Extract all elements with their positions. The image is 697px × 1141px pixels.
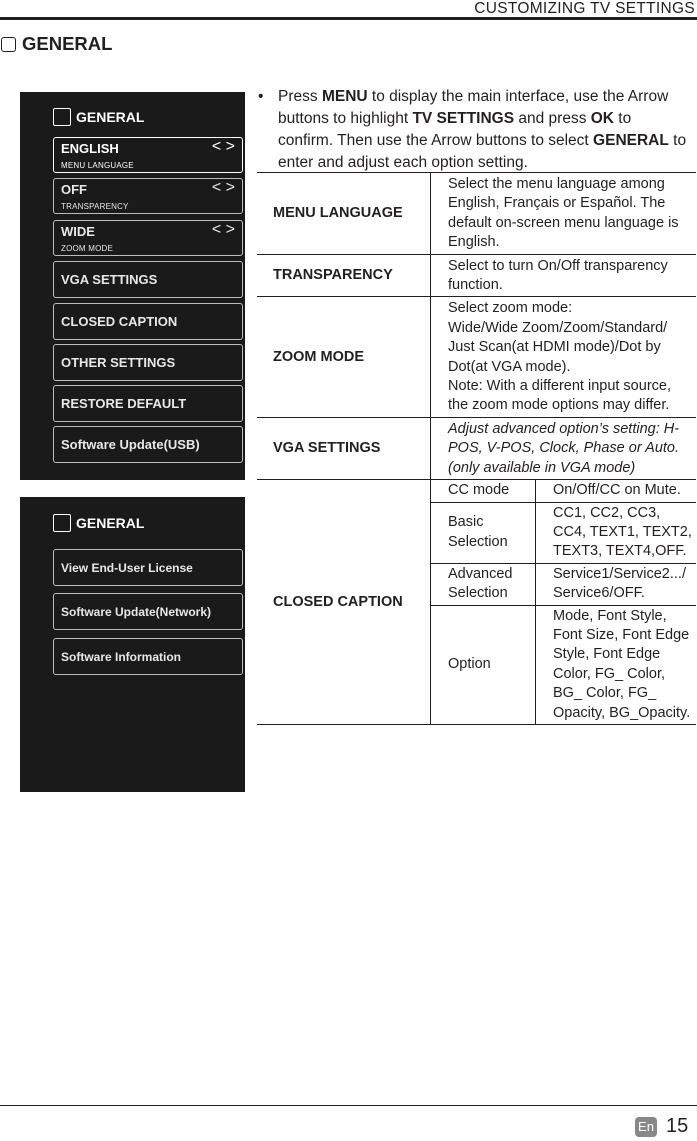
sub-value: On/Off/CC on Mute. (536, 480, 697, 502)
left-right-arrows-icon[interactable]: < > (211, 221, 235, 238)
row-description (431, 297, 697, 417)
zoom-desc-intro: Select zoom mode: (448, 300, 573, 317)
subtable-row (431, 563, 696, 605)
zoom-desc-options: Wide/Wide Zoom/Zoom/Standard/ Just Scan(at HDMI mode)/Dot by Dot(at VGA mode). (448, 319, 668, 375)
sub-name: Option (431, 605, 536, 724)
row-description (431, 480, 697, 725)
subtable-row (431, 605, 696, 724)
zoom-mode-selector[interactable] (53, 220, 243, 256)
menu-item-closed-caption[interactable]: CLOSED CAPTION (53, 303, 243, 340)
panel-header (53, 514, 144, 532)
menu-item-other-settings[interactable]: OTHER SETTINGS (53, 344, 243, 381)
menu-item-software-update-usb[interactable]: Software Update(USB) (53, 426, 243, 463)
panel-title: GENERAL (76, 515, 145, 531)
panel-header (53, 108, 144, 126)
panel-title: GENERAL (76, 109, 145, 125)
checkbox-icon (53, 514, 71, 532)
menu-key-text: MENU (321, 88, 368, 105)
menu-item-view-license[interactable]: View End-User License (53, 549, 243, 586)
table-row (257, 297, 696, 417)
subtable-row (431, 480, 696, 502)
selector-caption: MENU LANGUAGE (61, 161, 134, 170)
row-description: Select the menu language among English, Français or Español. The default on-screen menu language is English. (431, 173, 697, 255)
row-description: Select to turn On/Off transparency function. (431, 254, 697, 297)
footer-rule (0, 1105, 697, 1106)
row-description: Adjust advanced option’s setting: H-POS, V-POS, Clock, Phase or Auto. (only available in VGA mode) (431, 417, 697, 479)
text-run: Press (278, 88, 322, 105)
table-row (257, 417, 696, 479)
left-right-arrows-icon[interactable]: < > (211, 138, 235, 155)
selector-value: OFF (61, 182, 87, 197)
ok-key-text: OK (590, 110, 614, 127)
row-label: ZOOM MODE (257, 297, 431, 417)
menu-item-restore-default[interactable]: RESTORE DEFAULT (53, 385, 243, 422)
table-row (257, 480, 696, 725)
row-label: VGA SETTINGS (257, 417, 431, 479)
page-number: 15 (666, 1115, 689, 1137)
text-run: to display the main interface, use the Arrow buttons to highlight (278, 88, 669, 127)
sub-name: Basic Selection (431, 502, 536, 563)
menu-item-software-update-network[interactable]: Software Update(Network) (53, 593, 243, 630)
menu-language-selector[interactable] (53, 137, 243, 173)
transparency-selector[interactable] (53, 178, 243, 214)
selector-value: WIDE (61, 224, 95, 239)
language-badge: En (635, 1117, 657, 1137)
general-text: GENERAL (593, 132, 669, 149)
sub-name: CC mode (448, 482, 510, 499)
selector-caption: TRANSPARENCY (61, 202, 129, 211)
subtable-row (431, 502, 696, 563)
menu-item-vga-settings[interactable]: VGA SETTINGS (53, 261, 243, 298)
page-header-title: CUSTOMIZING TV SETTINGS (474, 0, 695, 17)
sub-value: Mode, Font Style, Font Size, Font Edge Style, Font Edge Color, FG_ Color, BG_ Color, FG_ Opacity, BG_Opacity. (536, 605, 697, 724)
checkbox-icon (1, 37, 16, 52)
header-rule (0, 17, 697, 20)
selector-caption: ZOOM MODE (61, 244, 114, 253)
other-settings-panel (20, 497, 245, 792)
settings-table (257, 172, 696, 725)
selector-value: ENGLISH (61, 141, 119, 156)
zoom-desc-note: Note: With a different input source, the zoom mode options may differ. (448, 378, 671, 414)
text-run: to confirm. Then use the Arrow buttons to select (278, 110, 632, 149)
section-title: GENERAL (22, 33, 113, 54)
left-right-arrows-icon[interactable]: < > (211, 179, 235, 196)
general-menu-panel (20, 92, 245, 480)
instruction-text (278, 86, 688, 174)
text-run: to enter and adjust each option setting. (278, 132, 687, 171)
row-label: MENU LANGUAGE (257, 173, 431, 255)
table-row (257, 254, 696, 297)
tv-settings-text: TV SETTINGS (412, 110, 515, 127)
sub-name: Advanced Selection (431, 563, 536, 605)
sub-value: CC1, CC2, CC3, CC4, TEXT1, TEXT2, TEXT3, TEXT4,OFF. (536, 502, 697, 563)
row-label: CLOSED CAPTION (257, 480, 431, 725)
row-label: TRANSPARENCY (257, 254, 431, 297)
closed-caption-subtable (431, 480, 696, 724)
checkbox-icon (53, 108, 71, 126)
text-run: and press (514, 110, 591, 127)
sub-value: Service1/Service2.../ Service6/OFF. (536, 563, 697, 605)
bullet-mark: • (258, 88, 264, 105)
section-heading (1, 33, 112, 55)
menu-item-software-information[interactable]: Software Information (53, 638, 243, 675)
table-row (257, 173, 696, 255)
